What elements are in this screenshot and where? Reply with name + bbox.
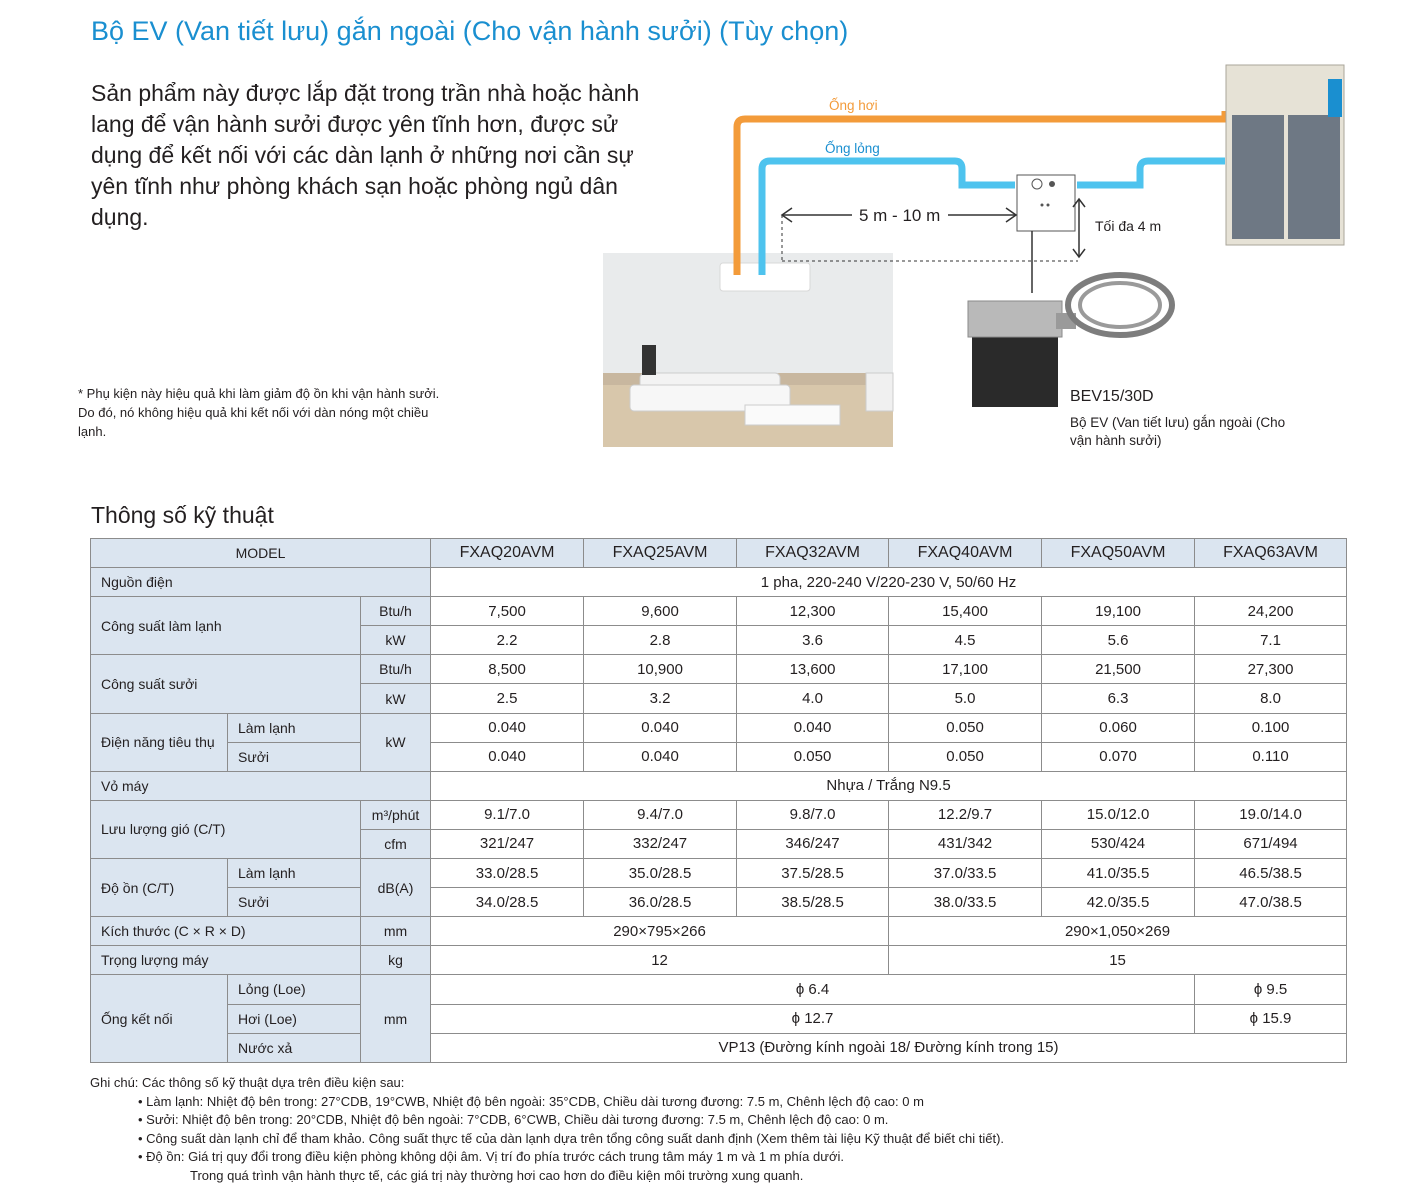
value-cell: 42.0/35.5 <box>1042 888 1195 917</box>
value-cell: 431/342 <box>889 829 1042 858</box>
product-description: Bộ EV (Van tiết lưu) gắn ngoài (Cho vận hành sưởi) <box>1070 415 1286 448</box>
value-cell: 15.0/12.0 <box>1042 800 1195 829</box>
value-cell: 24,200 <box>1195 597 1347 626</box>
value-cell: 27,300 <box>1195 655 1347 684</box>
height-label: Tối đa 4 m <box>1095 218 1162 234</box>
note-item: • Độ ồn: Giá trị quy đổi trong điều kiện phòng không dội âm. Vị trí đo phía trước cách trung tâm máy 1 m và 1 m phía dưới. <box>138 1149 844 1164</box>
value-cell: 17,100 <box>889 655 1042 684</box>
unit-cell: Btu/h <box>361 597 431 626</box>
row-label: Công suất làm lạnh <box>91 597 361 655</box>
value-cell: 0.050 <box>889 713 1042 742</box>
installation-diagram <box>600 55 1400 455</box>
gas-pipe-label: Ống hơi <box>829 98 878 113</box>
cooling-btu-row <box>91 597 1347 626</box>
row-label: Kích thước (C × R × D) <box>91 917 361 946</box>
room-photo <box>603 253 893 447</box>
sub-label: Sưởi <box>228 888 361 917</box>
value-cell: 0.040 <box>584 713 737 742</box>
value-cell: 0.050 <box>889 742 1042 771</box>
sub-label: Làm lạnh <box>228 859 361 888</box>
model-cell: FXAQ32AVM <box>737 539 889 568</box>
value-cell: 2.5 <box>431 684 584 713</box>
value-cell: 0.040 <box>584 742 737 771</box>
row-label: Lưu lượng gió (C/T) <box>91 800 361 858</box>
unit-cell: m³/phút <box>361 800 431 829</box>
value-cell: 671/494 <box>1195 829 1347 858</box>
value-cell: 9,600 <box>584 597 737 626</box>
note-continuation: Trong quá trình vận hành thực tế, các giá trị này thường hơi cao hơn do điều kiện môi trường xung quanh. <box>190 1167 804 1183</box>
power-consumption-heat-row <box>91 742 1347 771</box>
value-cell: 13,600 <box>737 655 889 684</box>
unit-cell: kW <box>361 684 431 713</box>
model-cell: FXAQ50AVM <box>1042 539 1195 568</box>
distance-label: 5 m - 10 m <box>859 206 941 225</box>
value-cell: 4.0 <box>737 684 889 713</box>
spec-table <box>90 538 1347 1063</box>
value-cell: ϕ 6.4 <box>431 975 1195 1004</box>
row-label: Điện năng tiêu thụ <box>91 713 228 771</box>
spec-title: Thông số kỹ thuật <box>91 502 274 528</box>
piping-liquid-row <box>91 975 1347 1004</box>
heating-btu-row <box>91 655 1347 684</box>
value-cell: 321/247 <box>431 829 584 858</box>
note-item: • Làm lạnh: Nhiệt độ bên trong: 27°CDB, 19°CWB, Nhiệt độ bên ngoài: 35°CDB, Chiều dài tương đương: 7.5 m, Chênh lệch độ cao: 0 m <box>138 1093 924 1109</box>
row-label: Trọng lượng máy <box>91 946 361 975</box>
value-cell: 38.5/28.5 <box>737 888 889 917</box>
casing-row <box>91 771 1347 800</box>
value-cell: 15 <box>889 946 1347 975</box>
value-cell: 5.6 <box>1042 626 1195 655</box>
value-cell: ϕ 12.7 <box>431 1004 1195 1033</box>
model-cell: FXAQ20AVM <box>431 539 584 568</box>
weight-row <box>91 946 1347 975</box>
notes <box>90 1074 1004 1185</box>
product-code: BEV15/30D <box>1070 388 1154 405</box>
unit-cell: Btu/h <box>361 655 431 684</box>
liquid-pipe-label: Ống lỏng <box>825 141 880 156</box>
value-cell: 35.0/28.5 <box>584 859 737 888</box>
value-cell: 290×1,050×269 <box>889 917 1347 946</box>
value-cell: 0.070 <box>1042 742 1195 771</box>
value-cell: 0.040 <box>431 713 584 742</box>
outdoor-unit <box>1226 65 1344 245</box>
value-cell: 0.060 <box>1042 713 1195 742</box>
unit-cell: cfm <box>361 829 431 858</box>
value-cell: 5.0 <box>889 684 1042 713</box>
value-cell: 0.050 <box>737 742 889 771</box>
value-cell: 0.100 <box>1195 713 1347 742</box>
value-cell: 4.5 <box>889 626 1042 655</box>
value-cell: 332/247 <box>584 829 737 858</box>
value-cell: 2.2 <box>431 626 584 655</box>
sub-label: Sưởi <box>228 742 361 771</box>
value-cell: 21,500 <box>1042 655 1195 684</box>
value-cell: 8,500 <box>431 655 584 684</box>
sub-label: Lỏng (Loe) <box>228 975 361 1004</box>
value-cell: 12,300 <box>737 597 889 626</box>
value-cell: 38.0/33.5 <box>889 888 1042 917</box>
value-cell: 37.5/28.5 <box>737 859 889 888</box>
value-cell: 19,100 <box>1042 597 1195 626</box>
value-cell: ϕ 15.9 <box>1195 1004 1347 1033</box>
value-cell: VP13 (Đường kính ngoài 18/ Đường kính trong 15) <box>431 1033 1347 1062</box>
airflow-m3-row <box>91 800 1347 829</box>
power-source-row <box>91 568 1347 597</box>
row-label: Ống kết nối <box>91 975 228 1062</box>
value-cell: 9.4/7.0 <box>584 800 737 829</box>
gas-pipe <box>737 111 1225 275</box>
sub-label: Làm lạnh <box>228 713 361 742</box>
value-cell: 2.8 <box>584 626 737 655</box>
value-cell: 19.0/14.0 <box>1195 800 1347 829</box>
power-source-value: 1 pha, 220-240 V/220-230 V, 50/60 Hz <box>431 568 1347 597</box>
page-title: Bộ EV (Van tiết lưu) gắn ngoài (Cho vận hành sưởi) (Tùy chọn) <box>91 16 849 46</box>
unit-cell: mm <box>361 917 431 946</box>
row-label: Độ ồn (C/T) <box>91 859 228 917</box>
notes-heading: Ghi chú: Các thông số kỹ thuật dựa trên điều kiện sau: <box>90 1075 405 1090</box>
row-label: Nguồn điện <box>91 568 431 597</box>
value-cell: 34.0/28.5 <box>431 888 584 917</box>
unit-cell: kg <box>361 946 431 975</box>
value-cell: 9.1/7.0 <box>431 800 584 829</box>
value-cell: 0.040 <box>737 713 889 742</box>
dimensions-row <box>91 917 1347 946</box>
unit-cell: mm <box>361 975 431 1062</box>
value-cell: 10,900 <box>584 655 737 684</box>
value-cell: 7.1 <box>1195 626 1347 655</box>
unit-cell: dB(A) <box>361 859 431 917</box>
value-cell: 12 <box>431 946 889 975</box>
piping-gas-row <box>91 1004 1347 1033</box>
model-cell: FXAQ63AVM <box>1195 539 1347 568</box>
intro-paragraph: Sản phẩm này được lắp đặt trong trần nhà hoặc hành lang để vận hành sưởi được yên tĩnh hơn, được sử dụng để kết nối với các dàn lạnh ở những nơi cần sự yên tĩnh như phòng khách sạn hoặc phòng ngủ dân dụng. <box>91 80 640 230</box>
model-cell: FXAQ40AVM <box>889 539 1042 568</box>
value-cell: 36.0/28.5 <box>584 888 737 917</box>
value-cell: 290×795×266 <box>431 917 889 946</box>
unit-cell: kW <box>361 626 431 655</box>
liquid-pipe-right <box>1077 161 1225 185</box>
piping-drain-row <box>91 1033 1347 1062</box>
ev-kit-box <box>1017 175 1075 231</box>
value-cell: 346/247 <box>737 829 889 858</box>
value-cell: 46.5/38.5 <box>1195 859 1347 888</box>
model-cell: FXAQ25AVM <box>584 539 737 568</box>
value-cell: 37.0/33.5 <box>889 859 1042 888</box>
row-label: Công suất sưởi <box>91 655 361 713</box>
value-cell: 33.0/28.5 <box>431 859 584 888</box>
model-header: MODEL <box>91 539 431 568</box>
value-cell: 12.2/9.7 <box>889 800 1042 829</box>
row-label: Vỏ máy <box>91 771 431 800</box>
casing-value: Nhựa / Trắng N9.5 <box>431 771 1347 800</box>
value-cell: 15,400 <box>889 597 1042 626</box>
value-cell: 9.8/7.0 <box>737 800 889 829</box>
unit-cell: kW <box>361 713 431 771</box>
value-cell: 3.2 <box>584 684 737 713</box>
value-cell: ϕ 9.5 <box>1195 975 1347 1004</box>
note-item: • Sưởi: Nhiệt độ bên trong: 20°CDB, Nhiệt độ bên ngoài: 7°CDB, 6°CWB, Chiều dài tương đương: 7.5 m, Chênh lệch độ cao: 0 m. <box>138 1112 889 1127</box>
power-consumption-cool-row <box>91 713 1347 742</box>
value-cell: 47.0/38.5 <box>1195 888 1347 917</box>
value-cell: 6.3 <box>1042 684 1195 713</box>
model-row <box>91 539 1347 568</box>
value-cell: 0.110 <box>1195 742 1347 771</box>
note-item: • Công suất dàn lạnh chỉ để tham khảo. Công suất thực tế của dàn lạnh dựa trên tổng công suất danh định (Xem thêm tài liệu Kỹ thuật để biết chi tiết). <box>138 1130 1005 1146</box>
value-cell: 41.0/35.5 <box>1042 859 1195 888</box>
value-cell: 530/424 <box>1042 829 1195 858</box>
footnote: * Phụ kiện này hiệu quả khi làm giảm độ ồn khi vận hành sưởi. Do đó, nó không hiệu quả khi kết nối với dàn nóng một chiều lạnh. <box>78 386 440 439</box>
value-cell: 3.6 <box>737 626 889 655</box>
value-cell: 7,500 <box>431 597 584 626</box>
value-cell: 8.0 <box>1195 684 1347 713</box>
sub-label: Nước xả <box>228 1033 361 1062</box>
value-cell: 0.040 <box>431 742 584 771</box>
sub-label: Hơi (Loe) <box>228 1004 361 1033</box>
noise-cool-row <box>91 859 1347 888</box>
noise-heat-row <box>91 888 1347 917</box>
